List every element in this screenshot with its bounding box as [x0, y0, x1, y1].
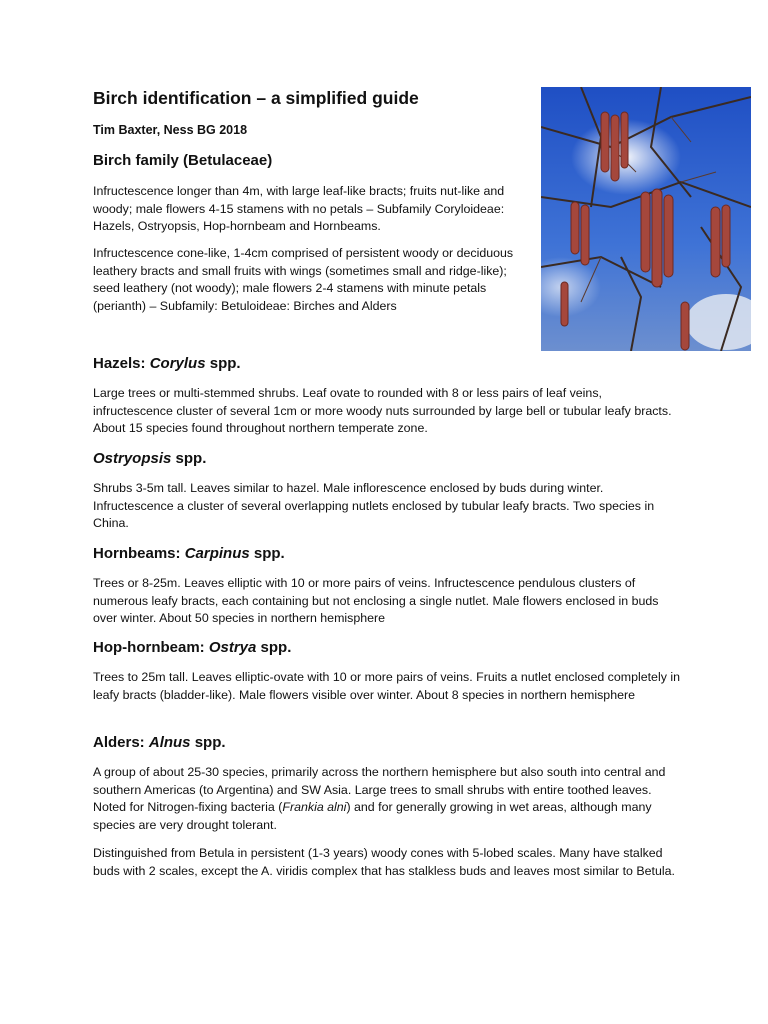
intro-paragraph-2: Infructescence cone-like, 1-4cm comprised of persistent woody or deciduous leathery bracts and small fruits with wings (sometimes small and ridge-like); seed leathery (not woody); male flowers 2-4 stamens with minute petals (perianth) – Subfamily: Betuloideae: Birches and Alders — [93, 246, 514, 314]
section-hazels-heading: Hazels: Corylus spp. — [93, 355, 241, 372]
intro-paragraph-1: Infructescence longer than 4m, with large leaf-like bracts; fruits nut-like and woody; male flowers 4-15 stamens with no petals – Subfamily Coryloideae: Hazels, Ostryopsis, Hop-hornbeam and Hornbeams. — [93, 184, 505, 234]
catkins-photo — [541, 87, 751, 351]
page-title: Birch identification – a simplified guide — [93, 88, 419, 108]
section-alders-text-2: Distinguished from Betula in persistent (1-3 years) woody cones with 5-lobed scales. Many have stalked buds with 2 scales, except the A. viridis complex that has stalkless buds and leaves most similar to Betula. — [93, 846, 675, 878]
section-hornbeams-text: Trees or 8-25m. Leaves elliptic with 10 or more pairs of veins. Infructescence pendulous clusters of numerous leafy bracts, each containing but not enclosing a single nutlet. Male flowers enclosed in buds over winter. About 50 species in northern hemisphere — [93, 576, 659, 626]
author-line: Tim Baxter, Ness BG 2018 — [93, 123, 248, 137]
section-alders-heading: Alders: Alnus spp. — [93, 734, 226, 751]
section-hophornbeam-heading: Hop-hornbeam: Ostrya spp. — [93, 639, 292, 656]
section-alders-text-1: A group of about 25-30 species, primarily across the northern hemisphere but also south into central and southern Americas (to Argentina) and SW Asia. Large trees to small shrubs with entire toothed leaves. Noted for Nitrogen-fixing bacteria (Frankia alni) and for generally growing in wet areas, although many species are very drought tolerant. — [93, 765, 666, 833]
section-hophornbeam-text: Trees to 25m tall. Leaves elliptic-ovate with 10 or more pairs of veins. Fruits a nutlet enclosed completely in leafy bracts (bladder-like). Male flowers visible over winter. About 8 species in northern hemisphere — [93, 670, 680, 702]
section-ostryopsis-heading: Ostryopsis spp. — [93, 450, 207, 467]
section-hornbeams-heading: Hornbeams: Carpinus spp. — [93, 545, 285, 562]
section-hazels-text: Large trees or multi-stemmed shrubs. Leaf ovate to rounded with 8 or less pairs of leaf veins, infructescence cluster of several 1cm or more woody nuts surrounded by large bell or tubular leafy bracts. About 15 species found throughout northern temperate zone. — [93, 386, 672, 436]
section-ostryopsis-text: Shrubs 3-5m tall. Leaves similar to hazel. Male inflorescence enclosed by buds during winter. Infructescence a cluster of several overlapping nutlets enclosed by tubular leafy bracts. Two species in China. — [93, 481, 655, 531]
family-heading: Birch family (Betulaceae) — [93, 152, 273, 169]
